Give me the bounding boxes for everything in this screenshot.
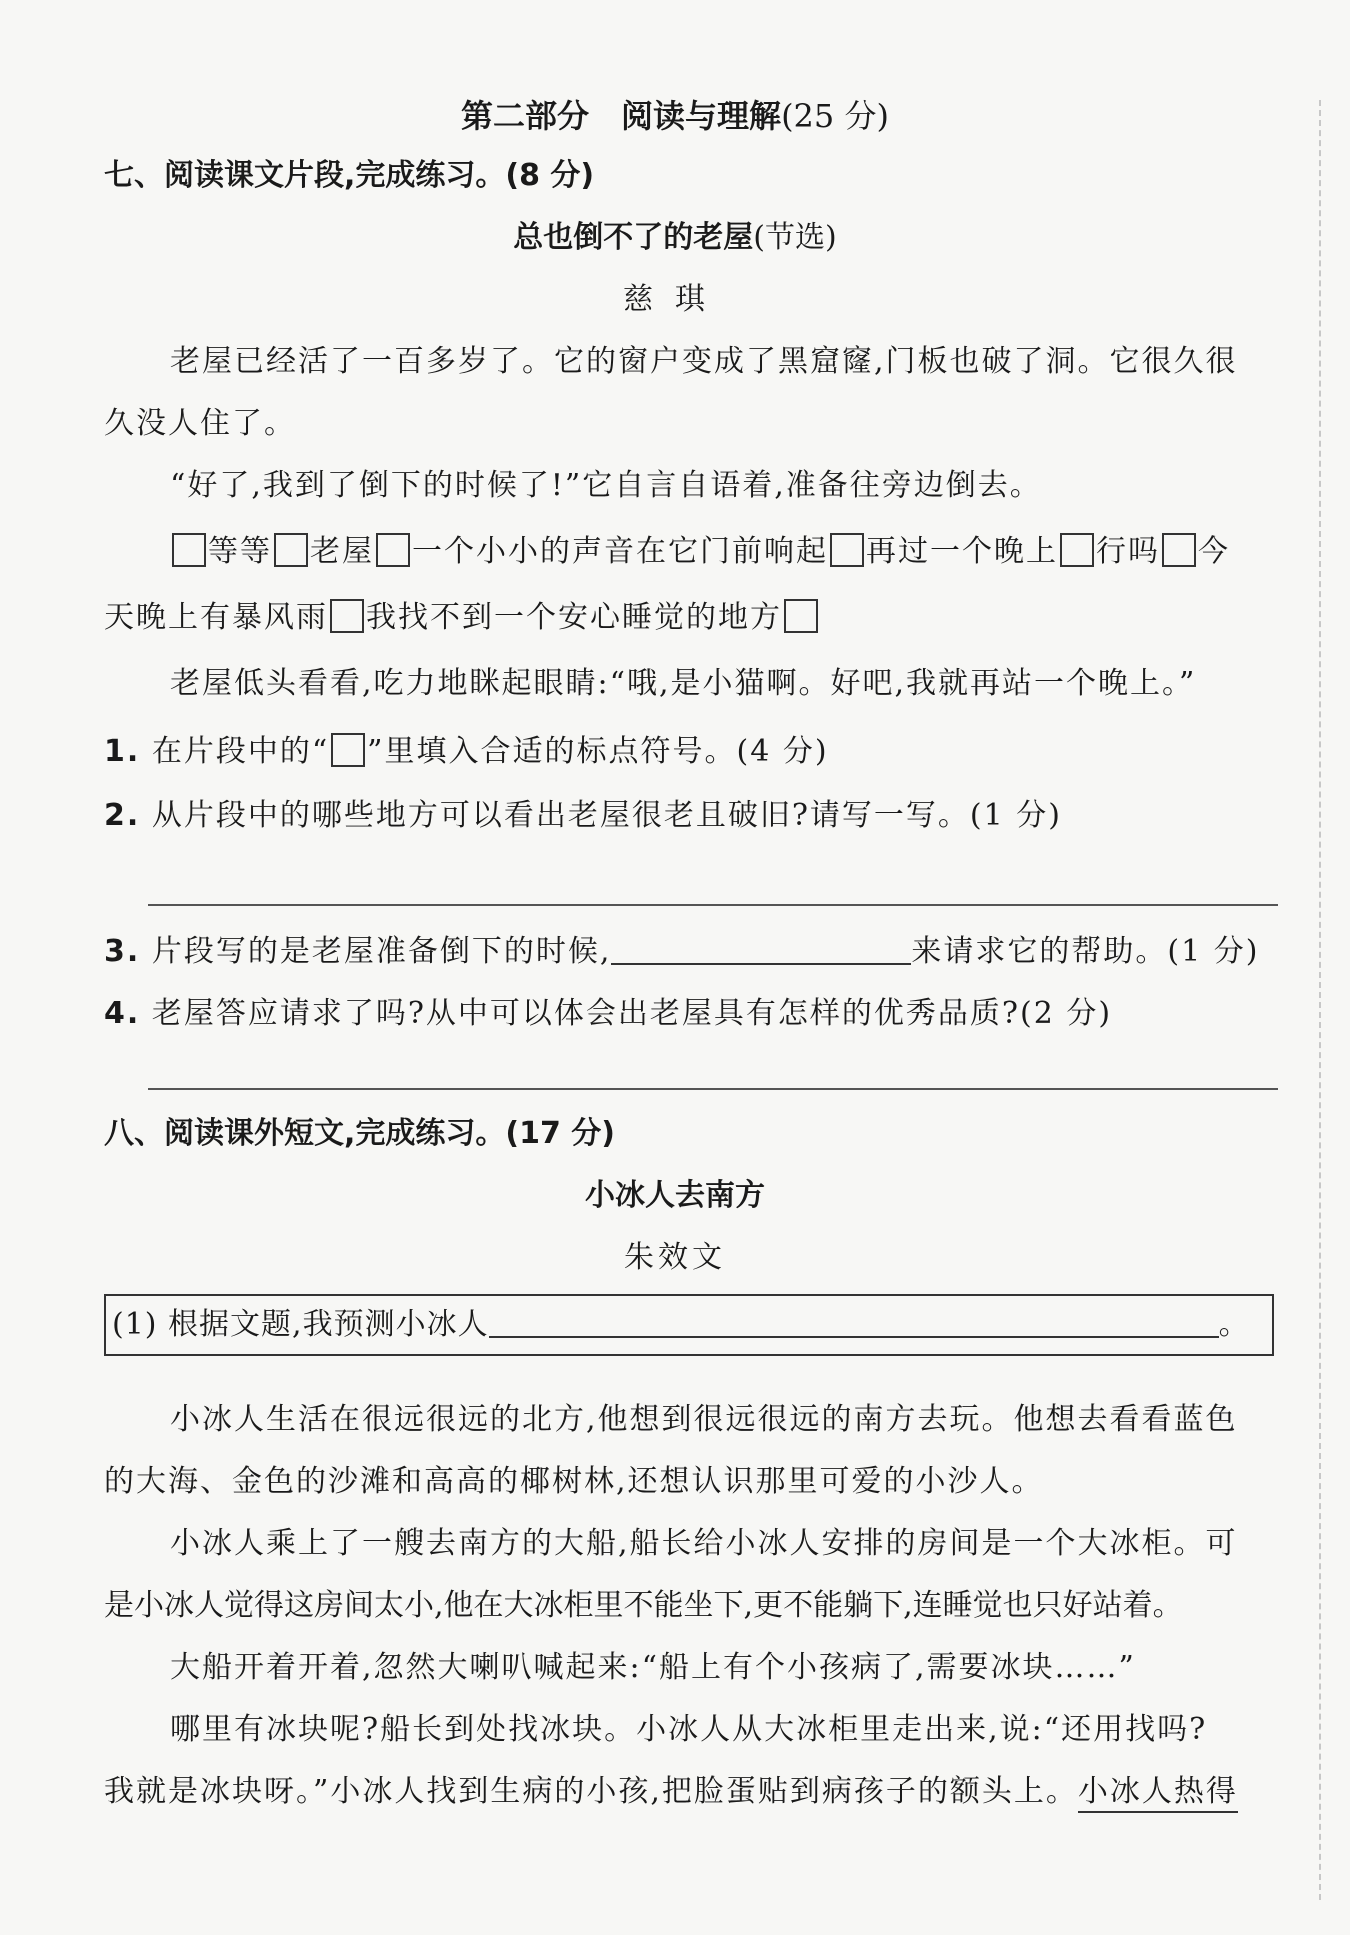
section8-heading: 八、阅读课外短文,完成练习。(17 分) — [104, 1116, 616, 1151]
p3-seg: 天晚上有暴风雨 — [104, 600, 328, 635]
punctuation-box[interactable] — [830, 533, 864, 567]
question-2 — [104, 796, 1062, 836]
q3-blank[interactable] — [611, 933, 911, 965]
punctuation-box[interactable] — [376, 533, 410, 567]
part-title — [0, 96, 1350, 136]
q4-answer-line[interactable] — [148, 1088, 1278, 1090]
section7-story-title — [0, 218, 1350, 258]
q1-box-icon — [331, 733, 365, 767]
punctuation-box[interactable] — [1162, 533, 1196, 567]
p3-seg: 一个小小的声音在它门前响起 — [412, 534, 828, 569]
prediction-period: 。 — [1218, 1307, 1250, 1342]
p3-seg: 再过一个晚上 — [866, 534, 1058, 569]
s7-p1-line2: 久没人住了。 — [104, 406, 296, 441]
q1-number: 1. — [104, 734, 141, 769]
p3-seg: 老屋 — [310, 534, 374, 569]
s7-p2: “好了,我到了倒下的时候了!”它自言自语着,准备往旁边倒去。 — [170, 468, 1042, 503]
section7-author: 慈琪 — [623, 282, 727, 317]
p3-seg: 今 — [1198, 534, 1230, 569]
s8-p2-line1: 小冰人乘上了一艘去南方的大船,船长给小冰人安排的房间是一个大冰柜。可 — [170, 1526, 1238, 1561]
s8-p4-line1: 哪里有冰块呢?船长到处找冰块。小冰人从大冰柜里走出来,说:“还用找吗? — [170, 1712, 1208, 1747]
part-title-text: 第二部分 阅读与理解 — [461, 97, 782, 135]
q3-number: 3. — [104, 934, 141, 969]
punctuation-box[interactable] — [172, 533, 206, 567]
p3-seg: 行吗 — [1096, 534, 1160, 569]
prediction-prompt — [112, 1305, 1250, 1345]
section8-author: 朱效文 — [624, 1240, 726, 1275]
story-excerpt-note: (节选) — [753, 220, 837, 255]
q1-text-post: ”里填入合适的标点符号。(4 分) — [367, 734, 829, 769]
q3-text-pre: 片段写的是老屋准备倒下的时候, — [151, 934, 612, 969]
s7-p3-line1 — [170, 532, 1230, 572]
punctuation-box[interactable] — [784, 599, 818, 633]
p3-seg: 等等 — [208, 534, 272, 569]
q2-number: 2. — [104, 798, 141, 833]
question-3 — [104, 932, 1259, 972]
q1-text-pre: 在片段中的“ — [151, 734, 330, 769]
punctuation-box[interactable] — [274, 533, 308, 567]
part-score: (25 分) — [781, 97, 889, 135]
underlined-sentence: 小冰人热得 — [1078, 1774, 1238, 1813]
section8-story-title: 小冰人去南方 — [585, 1178, 765, 1213]
q2-text: 从片段中的哪些地方可以看出老屋很老且破旧?请写一写。(1 分) — [151, 798, 1062, 833]
p3-seg: 我找不到一个安心睡觉的地方 — [366, 600, 782, 635]
q2-answer-line[interactable] — [148, 904, 1278, 906]
s7-p1-line1: 老屋已经活了一百多岁了。它的窗户变成了黑窟窿,门板也破了洞。它很久很 — [170, 344, 1238, 379]
q4-text: 老屋答应请求了吗?从中可以体会出老屋具有怎样的优秀品质?(2 分) — [151, 996, 1113, 1031]
prediction-text: (1) 根据文题,我预测小冰人 — [112, 1307, 489, 1342]
s8-p1-line1: 小冰人生活在很远很远的北方,他想到很远很远的南方去玩。他想去看看蓝色 — [170, 1402, 1238, 1437]
punctuation-box[interactable] — [330, 599, 364, 633]
question-4 — [104, 994, 1112, 1034]
story-title-text: 总也倒不了的老屋 — [513, 220, 754, 255]
q4-number: 4. — [104, 996, 141, 1031]
q3-text-post: 来请求它的帮助。(1 分) — [911, 934, 1260, 969]
punctuation-box[interactable] — [1060, 533, 1094, 567]
s7-p3-line2 — [104, 598, 820, 638]
prediction-blank[interactable] — [489, 1306, 1219, 1338]
s8-p4-line2 — [104, 1772, 1238, 1812]
section7-heading: 七、阅读课文片段,完成练习。(8 分) — [104, 158, 595, 193]
s8-p2-line2: 是小冰人觉得这房间太小,他在大冰柜里不能坐下,更不能躺下,连睡觉也只好站着。 — [104, 1588, 1183, 1623]
s8-p3: 大船开着开着,忽然大喇叭喊起来:“船上有个小孩病了,需要冰块……” — [170, 1650, 1136, 1685]
s7-p4: 老屋低头看看,吃力地眯起眼睛:“哦,是小猫啊。好吧,我就再站一个晚上。” — [170, 666, 1197, 701]
p4-line2-text: 我就是冰块呀。”小冰人找到生病的小孩,把脸蛋贴到病孩子的额头上。 — [104, 1774, 1078, 1809]
question-1 — [104, 732, 829, 772]
s8-p1-line2: 的大海、金色的沙滩和高高的椰树林,还想认识那里可爱的小沙人。 — [104, 1464, 1044, 1499]
